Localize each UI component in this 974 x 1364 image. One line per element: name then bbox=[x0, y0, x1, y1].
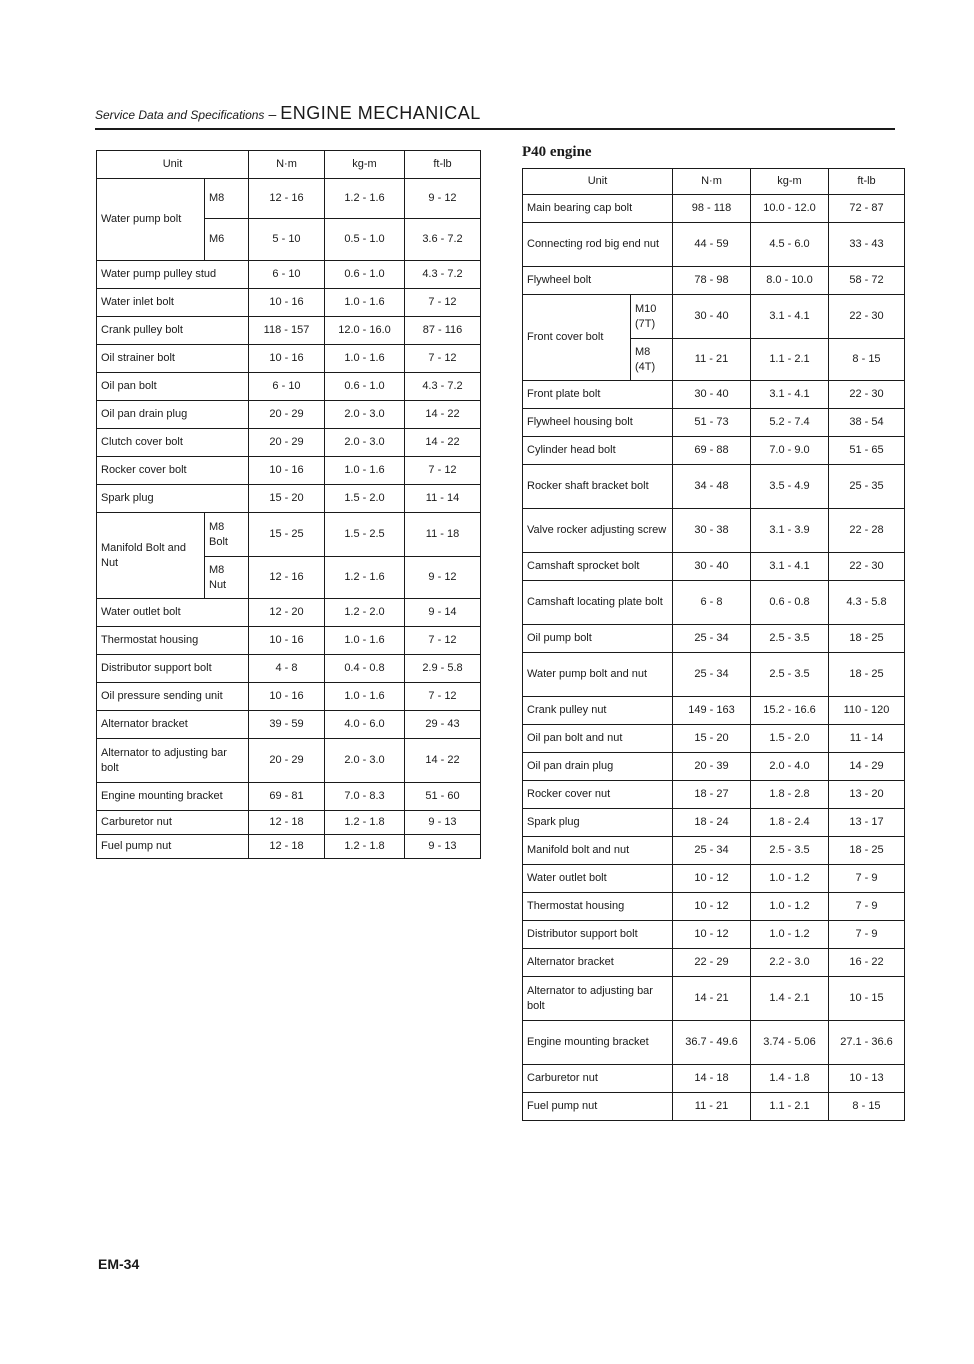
cell-unit: Water outlet bolt bbox=[97, 599, 249, 627]
table-row bbox=[97, 783, 481, 811]
cell-kgm: 1.2 - 2.0 bbox=[325, 599, 405, 627]
cell-nm: 12 - 18 bbox=[249, 811, 325, 835]
cell-ftlb: 110 - 120 bbox=[829, 697, 905, 725]
cell-kgm: 3.1 - 4.1 bbox=[751, 295, 829, 339]
cell-kgm: 1.4 - 2.1 bbox=[751, 977, 829, 1021]
table-row bbox=[523, 581, 905, 625]
cell-kgm: 8.0 - 10.0 bbox=[751, 267, 829, 295]
cell-nm: 30 - 40 bbox=[673, 553, 751, 581]
cell-ftlb: 14 - 22 bbox=[405, 739, 481, 783]
cell-ftlb: 7 - 12 bbox=[405, 627, 481, 655]
cell-nm: 30 - 38 bbox=[673, 509, 751, 553]
cell-kgm: 2.5 - 3.5 bbox=[751, 625, 829, 653]
cell-ftlb: 9 - 12 bbox=[405, 179, 481, 219]
cell-kgm: 4.0 - 6.0 bbox=[325, 711, 405, 739]
cell-nm: 51 - 73 bbox=[673, 409, 751, 437]
col-header-ftlb: ft-lb bbox=[829, 169, 905, 195]
cell-nm: 22 - 29 bbox=[673, 949, 751, 977]
cell-ftlb: 9 - 14 bbox=[405, 599, 481, 627]
cell-ftlb: 38 - 54 bbox=[829, 409, 905, 437]
cell-ftlb: 4.3 - 7.2 bbox=[405, 261, 481, 289]
table-row bbox=[97, 373, 481, 401]
cell-ftlb: 22 - 30 bbox=[829, 381, 905, 409]
table-row bbox=[523, 553, 905, 581]
cell-kgm: 0.6 - 1.0 bbox=[325, 261, 405, 289]
cell-kgm: 2.2 - 3.0 bbox=[751, 949, 829, 977]
table-header-row bbox=[523, 169, 905, 195]
cell-unit: Carburetor nut bbox=[97, 811, 249, 835]
cell-unit: Front plate bolt bbox=[523, 381, 673, 409]
cell-ftlb: 7 - 9 bbox=[829, 893, 905, 921]
cell-ftlb: 18 - 25 bbox=[829, 653, 905, 697]
cell-nm: 78 - 98 bbox=[673, 267, 751, 295]
cell-ftlb: 7 - 12 bbox=[405, 289, 481, 317]
cell-unit: Valve rocker adjusting screw bbox=[523, 509, 673, 553]
table-row bbox=[523, 725, 905, 753]
cell-ftlb: 11 - 18 bbox=[405, 513, 481, 557]
table-row bbox=[97, 739, 481, 783]
cell-kgm: 1.0 - 1.2 bbox=[751, 893, 829, 921]
cell-unit: Crank pulley nut bbox=[523, 697, 673, 725]
right-spec-table bbox=[522, 168, 905, 1121]
cell-kgm: 1.0 - 1.6 bbox=[325, 683, 405, 711]
cell-kgm: 0.6 - 0.8 bbox=[751, 581, 829, 625]
cell-kgm: 2.0 - 3.0 bbox=[325, 429, 405, 457]
cell-unit: Fuel pump nut bbox=[523, 1093, 673, 1121]
cell-nm: 15 - 25 bbox=[249, 513, 325, 557]
cell-kgm: 12.0 - 16.0 bbox=[325, 317, 405, 345]
page-number: EM-34 bbox=[98, 1256, 140, 1272]
cell-kgm: 3.5 - 4.9 bbox=[751, 465, 829, 509]
cell-ftlb: 7 - 9 bbox=[829, 865, 905, 893]
table-row bbox=[97, 835, 481, 859]
cell-nm: 18 - 24 bbox=[673, 809, 751, 837]
cell-nm: 6 - 10 bbox=[249, 373, 325, 401]
cell-unit: Connecting rod big end nut bbox=[523, 223, 673, 267]
sub-size: M8 bbox=[205, 179, 249, 219]
cell-ftlb: 14 - 22 bbox=[405, 429, 481, 457]
cell-ftlb: 13 - 17 bbox=[829, 809, 905, 837]
cell-kgm: 1.0 - 1.6 bbox=[325, 627, 405, 655]
cell-unit: Alternator bracket bbox=[97, 711, 249, 739]
cell-kgm: 2.0 - 3.0 bbox=[325, 739, 405, 783]
col-header-unit: Unit bbox=[523, 169, 673, 195]
cell-unit: Rocker cover bolt bbox=[97, 457, 249, 485]
cell-nm: 11 - 21 bbox=[673, 339, 751, 381]
cell-kgm: 1.1 - 2.1 bbox=[751, 339, 829, 381]
cell-kgm: 1.1 - 2.1 bbox=[751, 1093, 829, 1121]
cell-kgm: 1.0 - 1.2 bbox=[751, 921, 829, 949]
cell-unit: Thermostat housing bbox=[523, 893, 673, 921]
cell-ftlb: 51 - 60 bbox=[405, 783, 481, 811]
cell-kgm: 10.0 - 12.0 bbox=[751, 195, 829, 223]
table-row bbox=[523, 295, 905, 339]
cell-ftlb: 7 - 12 bbox=[405, 683, 481, 711]
cell-nm: 39 - 59 bbox=[249, 711, 325, 739]
table-row bbox=[97, 599, 481, 627]
cell-ftlb: 4.3 - 5.8 bbox=[829, 581, 905, 625]
table-row bbox=[97, 811, 481, 835]
cell-nm: 10 - 16 bbox=[249, 345, 325, 373]
table-row bbox=[97, 261, 481, 289]
table-row bbox=[97, 289, 481, 317]
cell-nm: 20 - 29 bbox=[249, 739, 325, 783]
cell-ftlb: 25 - 35 bbox=[829, 465, 905, 509]
cell-kgm: 1.8 - 2.4 bbox=[751, 809, 829, 837]
cell-ftlb: 7 - 9 bbox=[829, 921, 905, 949]
cell-unit: Camshaft locating plate bolt bbox=[523, 581, 673, 625]
cell-nm: 18 - 27 bbox=[673, 781, 751, 809]
header-title: ENGINE MECHANICAL bbox=[280, 103, 481, 123]
cell-ftlb: 27.1 - 36.6 bbox=[829, 1021, 905, 1065]
sub-size: M8 Nut bbox=[205, 557, 249, 599]
cell-ftlb: 51 - 65 bbox=[829, 437, 905, 465]
col-header-nm: N·m bbox=[249, 151, 325, 179]
cell-nm: 69 - 81 bbox=[249, 783, 325, 811]
cell-ftlb: 10 - 13 bbox=[829, 1065, 905, 1093]
sub-size: M6 bbox=[205, 219, 249, 261]
cell-kgm: 1.2 - 1.8 bbox=[325, 811, 405, 835]
cell-kgm: 3.1 - 4.1 bbox=[751, 553, 829, 581]
cell-ftlb: 22 - 28 bbox=[829, 509, 905, 553]
cell-nm: 15 - 20 bbox=[249, 485, 325, 513]
page-header bbox=[95, 100, 895, 130]
cell-unit: Water outlet bolt bbox=[523, 865, 673, 893]
table-row bbox=[97, 429, 481, 457]
cell-kgm: 1.5 - 2.0 bbox=[325, 485, 405, 513]
cell-ftlb: 4.3 - 7.2 bbox=[405, 373, 481, 401]
cell-ftlb: 3.6 - 7.2 bbox=[405, 219, 481, 261]
cell-kgm: 7.0 - 9.0 bbox=[751, 437, 829, 465]
table-row bbox=[523, 1093, 905, 1121]
cell-nm: 98 - 118 bbox=[673, 195, 751, 223]
sub-size: M8 (4T) bbox=[631, 339, 673, 381]
cell-kgm: 4.5 - 6.0 bbox=[751, 223, 829, 267]
cell-kgm: 7.0 - 8.3 bbox=[325, 783, 405, 811]
cell-nm: 10 - 16 bbox=[249, 627, 325, 655]
cell-ftlb: 7 - 12 bbox=[405, 345, 481, 373]
cell-kgm: 1.5 - 2.0 bbox=[751, 725, 829, 753]
cell-unit: Oil pan drain plug bbox=[97, 401, 249, 429]
group-label-front-cover: Front cover bolt bbox=[523, 295, 631, 381]
cell-kgm: 1.2 - 1.6 bbox=[325, 179, 405, 219]
group-label-water-pump-bolt: Water pump bolt bbox=[97, 179, 205, 261]
col-header-unit: Unit bbox=[97, 151, 249, 179]
cell-unit: Oil pump bolt bbox=[523, 625, 673, 653]
cell-nm: 10 - 16 bbox=[249, 289, 325, 317]
cell-kgm: 0.5 - 1.0 bbox=[325, 219, 405, 261]
cell-kgm: 2.5 - 3.5 bbox=[751, 653, 829, 697]
table-row bbox=[523, 267, 905, 295]
cell-unit: Crank pulley bolt bbox=[97, 317, 249, 345]
cell-nm: 20 - 39 bbox=[673, 753, 751, 781]
cell-kgm: 1.0 - 1.6 bbox=[325, 289, 405, 317]
table-row bbox=[523, 697, 905, 725]
cell-unit: Camshaft sprocket bolt bbox=[523, 553, 673, 581]
table-row bbox=[523, 921, 905, 949]
cell-unit: Engine mounting bracket bbox=[523, 1021, 673, 1065]
cell-unit: Distributor support bolt bbox=[523, 921, 673, 949]
header-subtitle: Service Data and Specifications bbox=[95, 108, 265, 122]
cell-kgm: 2.0 - 4.0 bbox=[751, 753, 829, 781]
table-row bbox=[97, 683, 481, 711]
cell-ftlb: 14 - 22 bbox=[405, 401, 481, 429]
cell-ftlb: 14 - 29 bbox=[829, 753, 905, 781]
cell-unit: Alternator to adjusting bar bolt bbox=[97, 739, 249, 783]
table-row bbox=[523, 409, 905, 437]
left-spec-table bbox=[96, 150, 481, 859]
cell-kgm: 2.0 - 3.0 bbox=[325, 401, 405, 429]
cell-nm: 10 - 12 bbox=[673, 893, 751, 921]
cell-ftlb: 10 - 15 bbox=[829, 977, 905, 1021]
cell-ftlb: 8 - 15 bbox=[829, 1093, 905, 1121]
cell-unit: Alternator bracket bbox=[523, 949, 673, 977]
table-row bbox=[97, 457, 481, 485]
cell-nm: 20 - 29 bbox=[249, 429, 325, 457]
cell-kgm: 3.1 - 4.1 bbox=[751, 381, 829, 409]
cell-unit: Oil pan drain plug bbox=[523, 753, 673, 781]
cell-unit: Carburetor nut bbox=[523, 1065, 673, 1093]
cell-nm: 25 - 34 bbox=[673, 837, 751, 865]
cell-ftlb: 18 - 25 bbox=[829, 625, 905, 653]
cell-unit: Water inlet bolt bbox=[97, 289, 249, 317]
cell-nm: 6 - 8 bbox=[673, 581, 751, 625]
col-header-ftlb: ft-lb bbox=[405, 151, 481, 179]
cell-kgm: 5.2 - 7.4 bbox=[751, 409, 829, 437]
table-row bbox=[523, 509, 905, 553]
table-row bbox=[523, 381, 905, 409]
cell-unit: Spark plug bbox=[97, 485, 249, 513]
cell-kgm: 15.2 - 16.6 bbox=[751, 697, 829, 725]
cell-kgm: 1.2 - 1.8 bbox=[325, 835, 405, 859]
cell-kgm: 1.8 - 2.8 bbox=[751, 781, 829, 809]
cell-kgm: 1.2 - 1.6 bbox=[325, 557, 405, 599]
cell-kgm: 2.5 - 3.5 bbox=[751, 837, 829, 865]
sub-size: M8 Bolt bbox=[205, 513, 249, 557]
table-row bbox=[523, 837, 905, 865]
table-row bbox=[97, 317, 481, 345]
cell-nm: 44 - 59 bbox=[673, 223, 751, 267]
cell-nm: 14 - 18 bbox=[673, 1065, 751, 1093]
cell-kgm: 1.0 - 1.6 bbox=[325, 345, 405, 373]
cell-unit: Main bearing cap bolt bbox=[523, 195, 673, 223]
cell-nm: 20 - 29 bbox=[249, 401, 325, 429]
cell-nm: 15 - 20 bbox=[673, 725, 751, 753]
cell-ftlb: 22 - 30 bbox=[829, 553, 905, 581]
cell-nm: 25 - 34 bbox=[673, 653, 751, 697]
cell-nm: 10 - 12 bbox=[673, 865, 751, 893]
table-row bbox=[523, 893, 905, 921]
cell-unit: Water pump pulley stud bbox=[97, 261, 249, 289]
cell-ftlb: 2.9 - 5.8 bbox=[405, 655, 481, 683]
cell-nm: 10 - 16 bbox=[249, 457, 325, 485]
cell-ftlb: 8 - 15 bbox=[829, 339, 905, 381]
cell-ftlb: 7 - 12 bbox=[405, 457, 481, 485]
table-row bbox=[523, 809, 905, 837]
cell-ftlb: 29 - 43 bbox=[405, 711, 481, 739]
cell-nm: 5 - 10 bbox=[249, 219, 325, 261]
cell-ftlb: 33 - 43 bbox=[829, 223, 905, 267]
cell-unit: Flywheel housing bolt bbox=[523, 409, 673, 437]
cell-ftlb: 58 - 72 bbox=[829, 267, 905, 295]
cell-nm: 12 - 16 bbox=[249, 557, 325, 599]
table-row bbox=[97, 655, 481, 683]
cell-unit: Manifold bolt and nut bbox=[523, 837, 673, 865]
cell-nm: 11 - 21 bbox=[673, 1093, 751, 1121]
cell-nm: 14 - 21 bbox=[673, 977, 751, 1021]
cell-unit: Engine mounting bracket bbox=[97, 783, 249, 811]
cell-unit: Alternator to adjusting bar bolt bbox=[523, 977, 673, 1021]
col-header-kgm: kg-m bbox=[751, 169, 829, 195]
group-label-manifold: Manifold Bolt and Nut bbox=[97, 513, 205, 599]
cell-kgm: 1.0 - 1.2 bbox=[751, 865, 829, 893]
table-row bbox=[523, 1021, 905, 1065]
cell-unit: Fuel pump nut bbox=[97, 835, 249, 859]
cell-unit: Flywheel bolt bbox=[523, 267, 673, 295]
cell-nm: 12 - 18 bbox=[249, 835, 325, 859]
cell-ftlb: 22 - 30 bbox=[829, 295, 905, 339]
table-row bbox=[523, 977, 905, 1021]
col-header-kgm: kg-m bbox=[325, 151, 405, 179]
table-row bbox=[523, 653, 905, 697]
table-row bbox=[523, 437, 905, 465]
table-row bbox=[97, 485, 481, 513]
cell-unit: Rocker shaft bracket bolt bbox=[523, 465, 673, 509]
cell-ftlb: 72 - 87 bbox=[829, 195, 905, 223]
table-row bbox=[523, 781, 905, 809]
table-row bbox=[97, 179, 481, 219]
cell-nm: 12 - 20 bbox=[249, 599, 325, 627]
p40-engine-title: P40 engine bbox=[522, 144, 592, 160]
cell-nm: 118 - 157 bbox=[249, 317, 325, 345]
cell-unit: Oil strainer bolt bbox=[97, 345, 249, 373]
cell-unit: Rocker cover nut bbox=[523, 781, 673, 809]
cell-ftlb: 11 - 14 bbox=[829, 725, 905, 753]
cell-nm: 36.7 - 49.6 bbox=[673, 1021, 751, 1065]
cell-ftlb: 9 - 13 bbox=[405, 835, 481, 859]
cell-nm: 10 - 12 bbox=[673, 921, 751, 949]
cell-unit: Clutch cover bolt bbox=[97, 429, 249, 457]
table-row bbox=[523, 949, 905, 977]
cell-ftlb: 11 - 14 bbox=[405, 485, 481, 513]
table-row bbox=[523, 625, 905, 653]
cell-nm: 30 - 40 bbox=[673, 295, 751, 339]
table-row bbox=[97, 627, 481, 655]
table-row bbox=[97, 401, 481, 429]
table-row bbox=[523, 865, 905, 893]
cell-kgm: 1.4 - 1.8 bbox=[751, 1065, 829, 1093]
cell-unit: Oil pan bolt and nut bbox=[523, 725, 673, 753]
cell-unit: Spark plug bbox=[523, 809, 673, 837]
cell-ftlb: 87 - 116 bbox=[405, 317, 481, 345]
table-header-row bbox=[97, 151, 481, 179]
cell-nm: 12 - 16 bbox=[249, 179, 325, 219]
header-dash: – bbox=[268, 106, 277, 122]
table-row bbox=[97, 711, 481, 739]
cell-kgm: 1.5 - 2.5 bbox=[325, 513, 405, 557]
cell-ftlb: 13 - 20 bbox=[829, 781, 905, 809]
col-header-nm: N·m bbox=[673, 169, 751, 195]
cell-unit: Water pump bolt and nut bbox=[523, 653, 673, 697]
cell-unit: Oil pressure sending unit bbox=[97, 683, 249, 711]
cell-nm: 30 - 40 bbox=[673, 381, 751, 409]
sub-size: M10 (7T) bbox=[631, 295, 673, 339]
table-row bbox=[523, 753, 905, 781]
cell-nm: 6 - 10 bbox=[249, 261, 325, 289]
cell-nm: 25 - 34 bbox=[673, 625, 751, 653]
cell-kgm: 0.4 - 0.8 bbox=[325, 655, 405, 683]
cell-unit: Cylinder head bolt bbox=[523, 437, 673, 465]
cell-unit: Thermostat housing bbox=[97, 627, 249, 655]
table-row bbox=[523, 1065, 905, 1093]
cell-nm: 4 - 8 bbox=[249, 655, 325, 683]
cell-ftlb: 16 - 22 bbox=[829, 949, 905, 977]
cell-kgm: 3.1 - 3.9 bbox=[751, 509, 829, 553]
table-row bbox=[523, 223, 905, 267]
cell-nm: 149 - 163 bbox=[673, 697, 751, 725]
table-row bbox=[523, 195, 905, 223]
cell-ftlb: 9 - 13 bbox=[405, 811, 481, 835]
cell-kgm: 3.74 - 5.06 bbox=[751, 1021, 829, 1065]
cell-unit: Oil pan bolt bbox=[97, 373, 249, 401]
cell-kgm: 0.6 - 1.0 bbox=[325, 373, 405, 401]
table-row bbox=[523, 465, 905, 509]
left-spec-table-body bbox=[97, 151, 481, 859]
cell-nm: 69 - 88 bbox=[673, 437, 751, 465]
cell-nm: 34 - 48 bbox=[673, 465, 751, 509]
cell-kgm: 1.0 - 1.6 bbox=[325, 457, 405, 485]
cell-unit: Distributor support bolt bbox=[97, 655, 249, 683]
cell-nm: 10 - 16 bbox=[249, 683, 325, 711]
cell-ftlb: 18 - 25 bbox=[829, 837, 905, 865]
table-row bbox=[97, 513, 481, 557]
table-row bbox=[97, 345, 481, 373]
right-spec-table-body bbox=[523, 169, 905, 1121]
cell-ftlb: 9 - 12 bbox=[405, 557, 481, 599]
